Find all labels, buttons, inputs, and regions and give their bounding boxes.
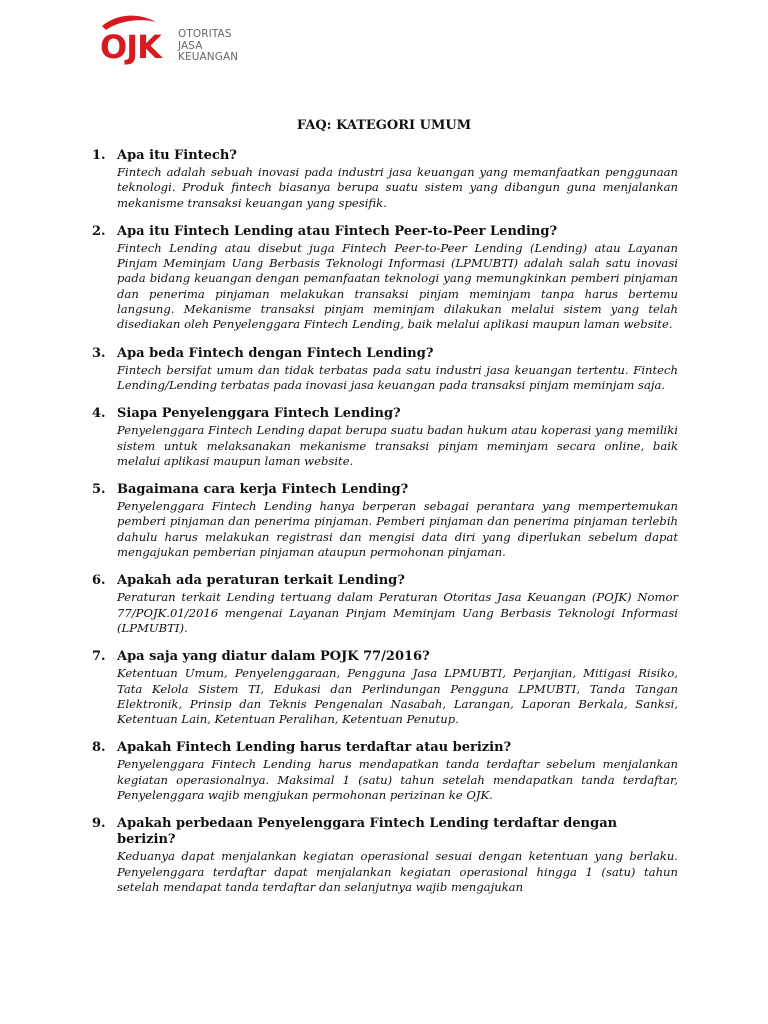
logo-line-2: JASA [178, 39, 203, 52]
faq-question: Apa saja yang diatur dalam POJK 77/2016? [117, 649, 430, 665]
logo-wordmark [178, 29, 238, 64]
faq-list [92, 148, 678, 908]
faq-answer: Fintech bersifat umum dan tidak terbatas pada satu industri jasa keuangan tertentu. Fintech Lending/Lending terbatas pada inovasi jasa keuangan pada transaksi pinjam meminjam saja. [117, 362, 678, 392]
faq-number: 2. [92, 223, 106, 239]
faq-item [92, 816, 678, 895]
faq-answer: Fintech Lending atau disebut juga Fintech Peer-to-Peer Lending (Lending) atau Layanan Pinjam Meminjam Uang Berbasis Teknologi Informasi (LPMUBTI) adalah salah satu inovasi pada bidang keuangan dengan pemanfaatan teknologi yang memungkinkan pemberi pinjaman dan penerima pinjaman melakukan transaksi pinjam meminjam tanpa harus bertemu langsung. Mekanisme transaksi pinjam meminjam dilakukan melalui sistem yang telah disediakan oleh Penyelenggara Fintech Lending, baik melalui aplikasi maupun laman website. [117, 240, 678, 332]
faq-question: Apakah Fintech Lending harus terdaftar atau berizin? [117, 740, 512, 756]
faq-answer: Keduanya dapat menjalankan kegiatan operasional sesuai dengan ketentuan yang berlaku. Penyelenggara terdaftar dapat menjalankan kegiatan operasional hingga 1 (satu) tahun setelah mendapat tanda terdaftar dan selanjutnya wajib mengajukan [117, 849, 678, 894]
faq-answer: Peraturan terkait Lending tertuang dalam Peraturan Otoritas Jasa Keuangan (POJK) Nomor 77/POJK.01/2016 mengenai Layanan Pinjam Meminjam Uang Berbasis Teknologi Informasi (LPMUBTI). [117, 590, 678, 635]
faq-item [92, 346, 678, 394]
faq-answer: Ketentuan Umum, Penyelenggaraan, Pengguna Jasa LPMUBTI, Perjanjian, Mitigasi Risiko, Tata Kelola Sistem TI, Edukasi dan Perlindungan Pengguna LPMUBTI, Tanda Tangan Elektronik, Prinsip dan Teknis Pengenalan Nasabah, Larangan, Laporan Berkala, Sanksi, Ketentuan Lain, Ketentuan Peralihan, Ketentuan Penutup. [117, 666, 678, 727]
faq-number: 9. [92, 816, 106, 832]
faq-question: Apa itu Fintech Lending atau Fintech Peer-to-Peer Lending? [117, 223, 558, 239]
logo-line-1: OTORITAS [178, 28, 232, 40]
faq-item [92, 649, 678, 727]
page-title: FAQ: KATEGORI UMUM [296, 118, 472, 133]
ojk-logo [98, 14, 258, 66]
faq-answer: Penyelenggara Fintech Lending hanya berperan sebagai perantara yang mempertemukan pemberi pinjaman dan penerima pinjaman. Pemberi pinjaman dan penerima pinjaman terlebih dahulu harus melakukan registrasi dan mengisi data diri yang diperlukan sebelum dapat mengajukan pemberian pinjaman ataupun permohonan pinjaman. [117, 499, 678, 560]
faq-question: Apa itu Fintech? [117, 148, 237, 163]
faq-question: Apakah ada peraturan terkait Lending? [117, 573, 405, 589]
faq-item [92, 482, 678, 560]
faq-number: 5. [92, 482, 106, 498]
faq-question: Apa beda Fintech dengan Fintech Lending? [117, 345, 434, 361]
faq-number: 3. [92, 345, 106, 361]
faq-answer: Fintech adalah sebuah inovasi pada industri jasa keuangan yang memanfaatkan penggunaan teknologi. Produk fintech biasanya berupa suatu sistem yang dibangun guna menjalankan mekanisme transaksi keuangan yang spesifik. [117, 165, 678, 210]
faq-number: 8. [92, 740, 106, 756]
faq-number: 6. [92, 573, 106, 589]
logo-line-3: KEUANGAN [178, 51, 239, 63]
faq-number: 4. [92, 406, 106, 422]
faq-item [92, 573, 678, 636]
faq-item [92, 740, 678, 803]
faq-number: 7. [92, 649, 106, 665]
faq-answer: Penyelenggara Fintech Lending harus mendapatkan tanda terdaftar sebelum menjalankan kegiatan operasionalnya. Maksimal 1 (satu) tahun setelah mendapatkan tanda terdaftar, Penyelenggara wajib mengjukan permohonan perizinan ke OJK. [117, 757, 678, 803]
faq-item [92, 224, 678, 333]
faq-number: 1. [92, 148, 106, 163]
faq-item [92, 148, 678, 211]
faq-question: Bagaimana cara kerja Fintech Lending? [117, 482, 409, 498]
ojk-logo-mark [98, 14, 178, 66]
faq-question: Siapa Penyelenggara Fintech Lending? [117, 406, 401, 422]
faq-item [92, 406, 678, 469]
svg-text:OJK: OJK [100, 28, 161, 66]
faq-answer: Penyelenggara Fintech Lending dapat berupa suatu badan hukum atau koperasi yang memiliki sistem untuk melaksanakan mekanisme transaksi pinjam meminjam secara online, baik melalui aplikasi maupun laman website. [117, 423, 678, 468]
faq-question: Apakah perbedaan Penyelenggara Fintech Lending terdaftar dengan berizin? [117, 816, 618, 848]
